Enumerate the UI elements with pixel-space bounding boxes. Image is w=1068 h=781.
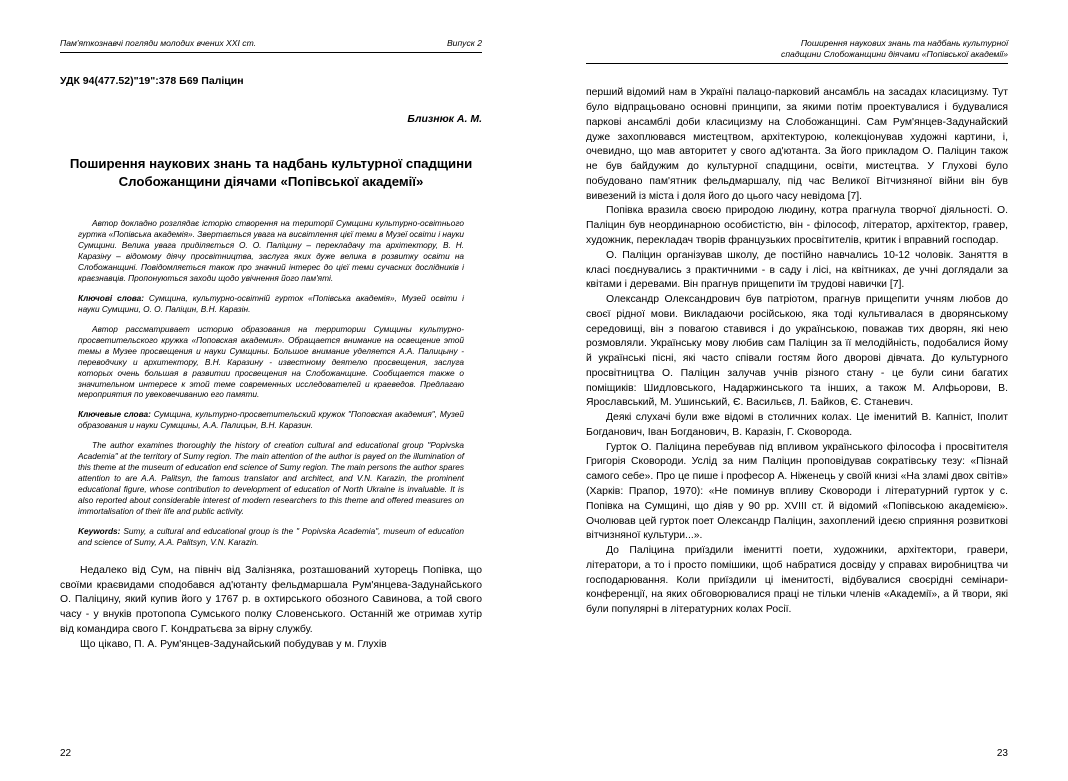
keywords-en xyxy=(78,526,464,548)
keywords-ru-label: Ключевые слова: xyxy=(78,409,151,420)
keywords-uk-text: Сумщина, культурно-освітній гурток «Попівська академія», Музей освіти і науки Сумщини, О. О. Паліцин, В.Н. Каразін. xyxy=(78,292,464,314)
article-author: Близнюк А. М. xyxy=(407,112,482,125)
keywords-ru xyxy=(78,409,464,431)
running-head-line-1: Поширення наукових знань та надбань культурної xyxy=(800,38,1008,48)
running-head-issue: Випуск 2 xyxy=(446,38,482,48)
right-page xyxy=(534,0,1068,781)
paragraph: Гурток О. Паліцина перебував під впливом українського філософа і просвітителя Григорія Сковороди. Услід за ним Паліцин проповідував сократівську тезу: «Пізнай самого себе». Про це пише і професор А. Ніженець у своїй книзі «На зламі двох світів» (Харків: Прапор, 1970): «Не поминув впливу Сковороди і літературний гурток у с. Попівка на Сумщині, що діяв у 90 рр. XVIII ст. й відомий «Попівською академією». Очолював цей гурток поет Олександр Паліцин, захоплений ідеєю сприяння розвиткові вітчизняної культури...». xyxy=(586,441,1008,542)
left-running-head xyxy=(60,38,482,53)
paragraph: Недалеко від Сум, на північ від Залізняка, розташований хуторець Попівка, що своїми краєвидами сподобався ад'ютанту фельдмаршала Рум'янцева-Задунайського О. Паліцину, який купив його у 1767 р. в охтирського обозного Савинова, а той свого часу - у внуків протопопа Сумського полку Словенського. Останній же отримав хутір від командира свого Г. Кондратьєва за вірну службу. xyxy=(60,564,482,635)
keywords-uk-label: Ключові слова: xyxy=(78,292,145,303)
paragraph: О. Паліцин організував школу, де постійно навчались 10-12 чоловік. Заняття в класі поєднувались з практичними - в саду і лісі, на квітниках, де учні доглядали за квітами і деревами. Він прагнув прищепити їм трудові навички [7]. xyxy=(586,249,1008,291)
paragraph: До Паліцина приїздили іменитті поети, художники, архітектори, гравери, літератори, а то і просто помішики, щоб набратися досвіду у справах виробництва чи господарювання. Коли приїздили ці іменитості, відбувалися своєрідні семінари-конференції, на яких обговорювалися праці не тільки членів «Академії», а й твори, які були популярні в літературних колах Росії. xyxy=(586,545,1008,616)
paragraph: Деякі слухачі були вже відомі в столичних колах. Це іменитий В. Капніст, Іполит Богданович, Іван Богданович, В. Каразін, Г. Сковорода. xyxy=(586,412,1008,438)
udk-code: УДК 94(477.52)"19":378 Б69 Паліцин xyxy=(60,74,244,87)
paragraph: Що цікаво, П. А. Рум'янцев-Задунайський побудував у м. Глухів xyxy=(80,638,387,650)
page-number-right: 23 xyxy=(996,748,1008,759)
right-body-text xyxy=(586,86,1008,618)
abstract-block xyxy=(60,218,482,547)
abstract-ru: Автор рассматривает историю образования на территории Сумщины культурно-просветительского кружка «Поповская академия». Обращается внимание на освещение этой темы в Музее просвещения и науки Сумщины. Большое внимание уделяется А.А. Палицыну - переводчику и архитектору, В.Н. Каразину - известному деятелю просвещения, заслуга которых очень большая в развитии просвещения на Слобожанщине. Сообщается также о значительном интересе к этой теме современных исследователей и краеведов. Предлагаю мероприятия по увековечиванию его памяти. xyxy=(78,323,464,400)
right-running-head xyxy=(586,38,1008,64)
keywords-uk xyxy=(78,293,464,315)
running-head-title: Пам'яткознавчі погляди молодих вчених XXI ст. xyxy=(60,38,257,48)
paragraph: перший відомий нам в Україні палацо-парковий ансамбль на засадах класицизму. Тут було відпрацьовано основні принципи, за якими потім проектувалися і будувалися паркові ансамблі доби класицизму на Слобожанщині. Сам Рум'янцев-Задунайский дуже захоплювався мистецтвом, архітектурою, колекціонував художні картини, і, очевидно, що мав авторитет у свого ад'ютанта. За його прикладом О. Паліцин також не був байдужим до культурної спадщини, освіти, мистецтва. У Глухові було побудовано пам'ятник фельдмаршалу, під час Великої Вітчизняної війни він був вивезений із міста і доля його до цього часу невідома [7]. xyxy=(586,87,1008,202)
paragraph: Попівка вразила своєю природою людину, котра прагнула творчої діяльності. О. Паліцин був неординарною особистістю, він - філософ, літератор, архітектор, гравер, художник, перекладач творів французьких просвітителів, критик і вправний господар. xyxy=(586,205,1008,246)
page-number-left: 22 xyxy=(60,748,72,759)
left-body-text xyxy=(60,564,482,653)
running-head-line-2: спадщини Слобожанщини діячами «Попівської академії» xyxy=(781,49,1008,60)
abstract-en: The author examines thoroughly the history of creation cultural and educational group "Popivska Academia" at the territory of Sumy region. The main attention of the author is payed on the illumination of this theme at the museum of education end science of Sumy region. The main persons the author spares attention to are A.A. Palitsyn, the famous translator and architect, and V.N. Karazin, the prominent educational figure, whose contribution to development of education of North Ukraine is invaluable. It is also reported about considerable interest of modern researchers to this theme and offered measures on immortalisation of their life and public activity. xyxy=(78,440,464,516)
keywords-ru-text: Сумщина, культурно-просветительский кружок "Поповская академия", Музей образования и науки Сумщины, А.А. Палицын, В.Н. Каразин. xyxy=(78,409,464,431)
abstract-uk: Автор докладно розглядає історію створення на території Сумщини культурно-освітнього гуртка «Попівська академія». Звертається увага на висвітлення цієї теми в Музеї освіти і науки Сумщини. Велика увага приділяється О. О. Паліцину – перекладачу та архітектору, В. Н. Каразіну – відомому діячу просвітництва, заслуга яких дуже велика в розвитку освіти на Слобожанщині. Повідомляється також про значний інтерес до цієї теми сучасних дослідників і краєзнавців. Пропонуються заходи щодо увічнення його пам'яті. xyxy=(78,218,464,284)
paragraph: Олександр Олександрович був патріотом, прагнув прищепити учням любов до своєї рідної мови. Викладаючи російською, яка тоді культивалася в дворянському середовищі, він з повагою ставився і до українською, поважав тих дворян, які нею розмовляли. Українську мову любив сам Паліцин за її мелодійність, подобалися йому й українські пісні, які часто співали гостям його дворові дівчата. До культурного просвітництва О. Паліцин залучав учнів різного стану - це були сини багатих поміщиків: Шидловського, Надаржинського та інших, а також М. Алфьорови, В. Ярославський, М. Ушинський, Є. Васильєв, Л. Байков, Є. Станевич. xyxy=(586,294,1008,409)
keywords-en-text: Sumy, a cultural and educational group is the " Popivska Academia", museum of education and science of Sumy, A.A. Palitsyn, V.N. Karazin. xyxy=(78,525,464,547)
keywords-en-label: Keywords: xyxy=(78,525,121,536)
article-title: Поширення наукових знань та надбань культурної спадщини Слобожанщини діячами «Попівської академії» xyxy=(69,155,473,189)
